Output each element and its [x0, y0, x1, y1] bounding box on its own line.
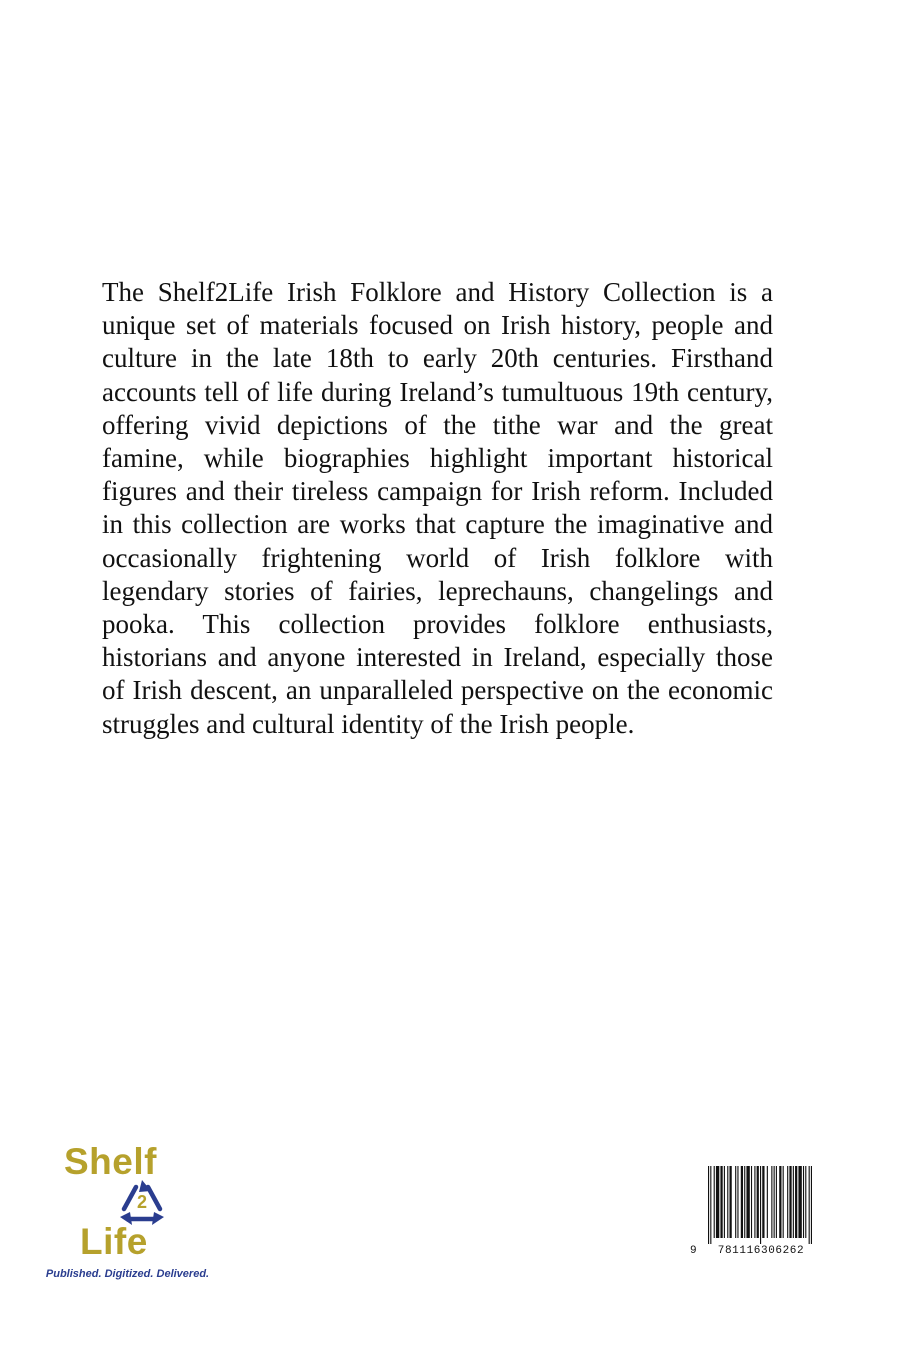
barcode-bar: [789, 1166, 791, 1238]
cover-blurb: The Shelf2Life Irish Folklore and History Collection is a unique set of materials focused on Irish history, people and culture in the late 18th to early 20th centuries. Firsthand accounts tell of life during Ireland’s tumultuous 19th century, offering vivid depictions of the tithe war and the great famine, while biographies highlight important historical figures and their tireless campaign for Irish reform. Included in this collection are works that capture the imaginative and occasionally frightening world of Irish folklore with legendary stories of fairies, leprechauns, changelings and pooka. This collection provides folklore enthusiasts, historians and anyone interested in Ireland, especially those of Irish descent, an unparalleled perspective on the economic struggles and cultural identity of the Irish people.: [102, 277, 773, 739]
barcode-bar: [760, 1166, 761, 1244]
barcode-bar: [795, 1166, 797, 1238]
barcode-bar: [714, 1166, 715, 1238]
barcode-bar: [746, 1166, 749, 1238]
barcode-bar: [809, 1166, 810, 1244]
barcode-bar: [793, 1166, 794, 1238]
barcode-bar: [787, 1166, 788, 1238]
barcode-bar: [762, 1166, 764, 1238]
barcode-bar: [724, 1166, 725, 1238]
logo-word-life: Life: [80, 1221, 148, 1262]
barcode-bar: [798, 1166, 801, 1238]
barcode-bar: [741, 1166, 743, 1238]
barcode-bar: [774, 1166, 775, 1238]
barcode-bar: [771, 1166, 772, 1238]
logo-tagline: Published. Digitized. Delivered.: [45, 1268, 210, 1280]
barcode-bars: [708, 1166, 812, 1244]
logo-number-two: 2: [136, 1192, 147, 1212]
barcode-digits: 781116306262: [717, 1245, 805, 1257]
barcode-bar: [708, 1166, 709, 1244]
barcode-bar: [776, 1166, 777, 1238]
logo-word-shelf: Shelf: [64, 1141, 157, 1182]
barcode-bar: [720, 1166, 722, 1238]
barcode-bar: [783, 1166, 784, 1238]
barcode-bar: [737, 1166, 738, 1238]
barcode-bar: [805, 1166, 806, 1238]
barcode-first-digit: 9: [690, 1245, 697, 1257]
barcode-bar: [754, 1166, 755, 1238]
barcode-bar: [751, 1166, 752, 1238]
barcode-bar: [744, 1166, 745, 1238]
barcode-bar: [779, 1166, 781, 1238]
shelf2life-logo: [40, 1142, 215, 1287]
barcode-bar: [727, 1166, 728, 1238]
barcode-bar: [729, 1166, 731, 1238]
barcode-bar: [710, 1166, 711, 1244]
barcode-bar: [735, 1166, 736, 1238]
barcode-bar: [757, 1166, 759, 1238]
barcode-bar: [803, 1166, 804, 1238]
barcode-bar: [767, 1166, 768, 1238]
barcode-bar: [811, 1166, 812, 1244]
barcode-bar: [716, 1166, 719, 1238]
isbn-barcode: [690, 1166, 812, 1260]
